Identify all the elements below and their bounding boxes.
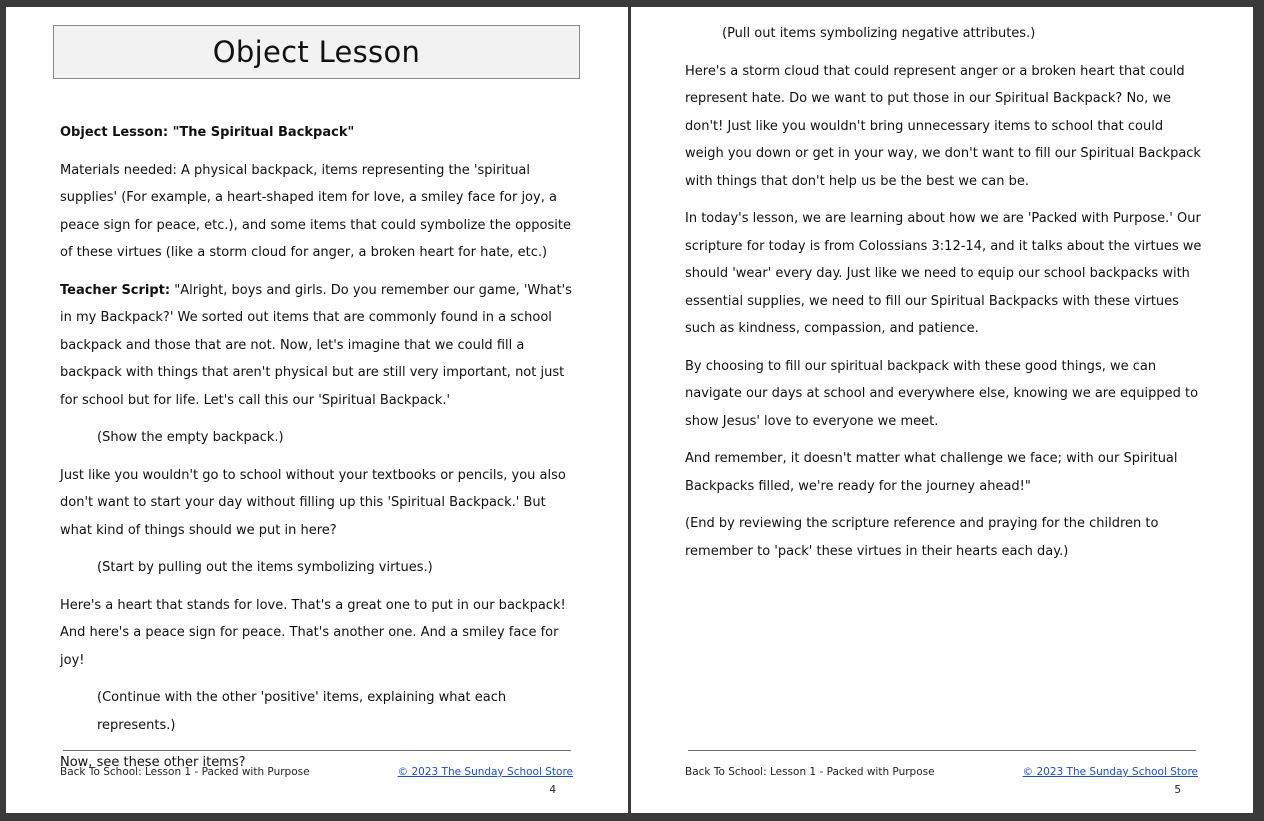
script-paragraph: Just like you wouldn't go to school without your textbooks or pencils, you also don't want to start your day without filling up this 'Spiritual Backpack.' But what kind of things should we put in here? (60, 467, 566, 538)
page-4 (6, 7, 628, 813)
lesson-body (60, 119, 580, 787)
stage-direction: (Start by pulling out the items symbolizing virtues.) (97, 560, 433, 575)
stage-direction: (Pull out items symbolizing negative attributes.) (722, 26, 1036, 41)
script-paragraph: Here's a storm cloud that could represent anger or a broken heart that could represent hate. Do we want to put those in our Spiritual Backpack? No, we don't! Just like you wouldn't bring unnecessary items to school that could weigh you down or get in your way, we don't want to fill our Spiritual Backpack with things that don't help us be the best we can be. (685, 63, 1201, 189)
page-number: 5 (1174, 784, 1181, 796)
footer-divider (688, 750, 1196, 751)
teacher-script-paragraph (60, 277, 580, 415)
stage-direction: (Show the empty backpack.) (97, 430, 284, 445)
footer-divider (63, 750, 571, 751)
lesson-body (685, 20, 1205, 575)
page-5 (631, 7, 1253, 813)
footer-lesson-title: Back To School: Lesson 1 - Packed with Purpose (685, 766, 935, 778)
script-paragraph: And remember, it doesn't matter what challenge we face; with our Spiritual Backpacks filled, we're ready for the journey ahead!" (685, 451, 1178, 494)
closing-direction: (End by reviewing the scripture reference and praying for the children to remember to 'pack' these virtues in their hearts each day.) (685, 516, 1159, 559)
page-title: Object Lesson (53, 25, 580, 79)
lesson-heading: Object Lesson: "The Spiritual Backpack" (60, 125, 355, 140)
script-paragraph: In today's lesson, we are learning about how we are 'Packed with Purpose.' Our scripture for today is from Colossians 3:12-14, and it talks about the virtues we should 'wear' every day. Just like we need to equip our school backpacks with essential supplies, we need to fill our Spiritual Backpacks with these virtues such as kindness, compassion, and patience. (685, 211, 1202, 336)
stage-direction: (Continue with the other 'positive' items, explaining what each represents.) (97, 690, 507, 733)
footer-copyright-link[interactable]: © 2023 The Sunday School Store (397, 766, 573, 778)
page-number: 4 (549, 784, 556, 796)
teacher-script-text: "Alright, boys and girls. Do you remember our game, 'What's in my Backpack?' We sorted out items that are commonly found in a school backpack and those that are not. Now, let's imagine that we could fill a backpack with things that aren't physical but are still very important, not just for school but for life. Let's call this our 'Spiritual Backpack.' (60, 282, 572, 408)
script-paragraph: Now, see these other items? (60, 755, 246, 770)
footer-copyright-link[interactable]: © 2023 The Sunday School Store (1022, 766, 1198, 778)
materials-paragraph: Materials needed: A physical backpack, items representing the 'spiritual supplies' (For example, a heart-shaped item for love, a smiley face for joy, a peace sign for peace, etc.), and some items that could symbolize the opposite of these virtues (like a storm cloud for anger, a broken heart for hate, etc.) (60, 162, 571, 260)
script-paragraph: By choosing to fill our spiritual backpack with these good things, we can navigate our days at school and everywhere else, knowing we are equipped to show Jesus' love to everyone we meet. (685, 358, 1199, 429)
script-paragraph: Here's a heart that stands for love. That's a great one to put in our backpack! And here's a peace sign for peace. That's another one. And a smiley face for joy! (60, 597, 566, 668)
teacher-script-label: Teacher Script: (60, 282, 171, 298)
footer-lesson-title: Back To School: Lesson 1 - Packed with Purpose (60, 766, 310, 778)
